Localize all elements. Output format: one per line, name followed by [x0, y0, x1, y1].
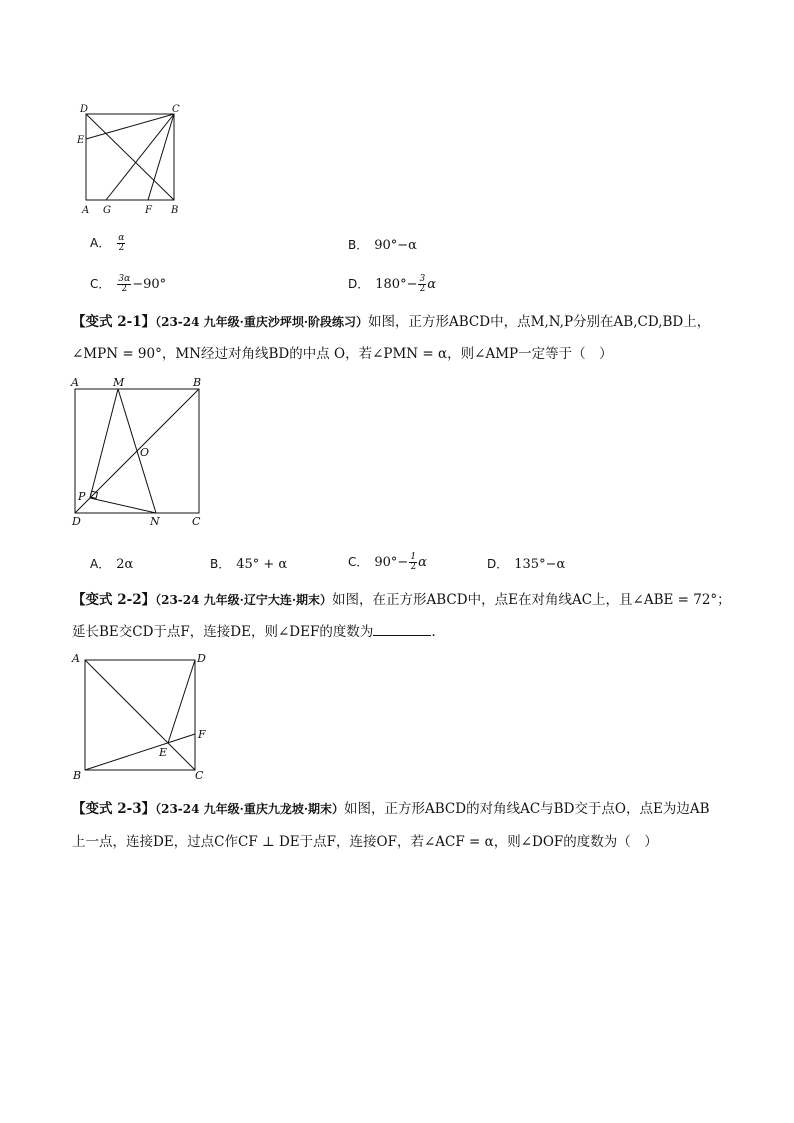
label-C: C: [172, 104, 180, 115]
label-B: B: [73, 769, 82, 782]
question-2-3-line1: 【变式 2-3】（23-24 九年级·重庆九龙坡·期末）如图，正方形ABCD的对角线AC与BD交于点O，点E为边AB: [72, 801, 710, 817]
label-P: P: [78, 490, 86, 503]
label-D: D: [72, 515, 81, 528]
question-2-2-line1: 【变式 2-2】（23-24 九年级·辽宁大连·期末）如图，在正方形ABCD中，点E在对角线AC上，且∠ABE = 72°；: [72, 592, 731, 608]
question-2-2-line2: 延长BE交CD于点F，连接DE，则∠DEF的度数为 .: [72, 624, 436, 640]
label-D: D: [197, 652, 206, 665]
fraction: $\frac{\alpha}{2}$: [118, 233, 125, 253]
option-C[interactable]: C． 90°− $\frac{1}{2}$ α: [348, 552, 427, 572]
segment-BF: [85, 734, 195, 770]
option-C[interactable]: C． $\frac{3\alpha}{2}$ −90°: [90, 274, 167, 294]
label-B: B: [171, 205, 179, 216]
label-F: F: [145, 205, 152, 216]
fraction: $\frac{3}{2}$: [419, 274, 426, 294]
label-C: C: [195, 769, 204, 782]
segment-MP: [90, 389, 118, 498]
label-N: N: [150, 515, 160, 528]
label-E: E: [77, 135, 85, 146]
figure-square-ABCD-2-1: [68, 374, 208, 530]
fraction: $\frac{1}{2}$: [410, 552, 417, 572]
option-D[interactable]: D． 135°−α: [487, 557, 566, 572]
question-2-1-line1: 【变式 2-1】（23-24 九年级·重庆沙坪坝·阶段练习）如图，正方形ABCD中，点M,N,P分别在AB,CD,BD上，: [72, 314, 711, 330]
fraction: $\frac{3\alpha}{2}$: [118, 274, 131, 294]
label-E: E: [159, 746, 168, 759]
figure-square-ABCD-1: [76, 100, 188, 218]
segment-MN: [118, 389, 156, 513]
option-A[interactable]: A． 2α: [90, 557, 134, 572]
figure-square-ABCD-2-2: [68, 648, 218, 784]
diagonal-AC: [85, 660, 195, 770]
answer-blank[interactable]: [373, 623, 431, 636]
label-A: A: [82, 205, 90, 216]
label-G: G: [103, 205, 111, 216]
option-B[interactable]: B． 90°−α: [348, 238, 417, 253]
segment-GC: [106, 114, 174, 200]
label-O: O: [140, 446, 150, 459]
label-A: A: [71, 376, 79, 389]
label-C: C: [192, 515, 201, 528]
label-B: B: [193, 376, 202, 389]
question-2-1-line2: ∠MPN = 90°，MN经过对角线BD的中点 O，若∠PMN = α，则∠AMP一定等于（ ）: [72, 346, 613, 362]
option-B[interactable]: B． 45° + α: [210, 557, 288, 572]
label-F: F: [198, 728, 206, 741]
question-2-3-line2: 上一点，连接DE，过点C作CF ⊥ DE于点F，连接OF，若∠ACF = α，则∠DOF的度数为（ ）: [72, 834, 658, 850]
segment-DE: [168, 660, 195, 743]
segment-PN: [90, 498, 156, 513]
label-A: A: [72, 652, 80, 665]
option-D[interactable]: D． 180°− $\frac{3}{2}$ α: [348, 274, 436, 294]
option-A[interactable]: A． $\frac{\alpha}{2}$: [90, 233, 125, 253]
label-D: D: [80, 104, 89, 115]
label-M: M: [113, 376, 125, 389]
